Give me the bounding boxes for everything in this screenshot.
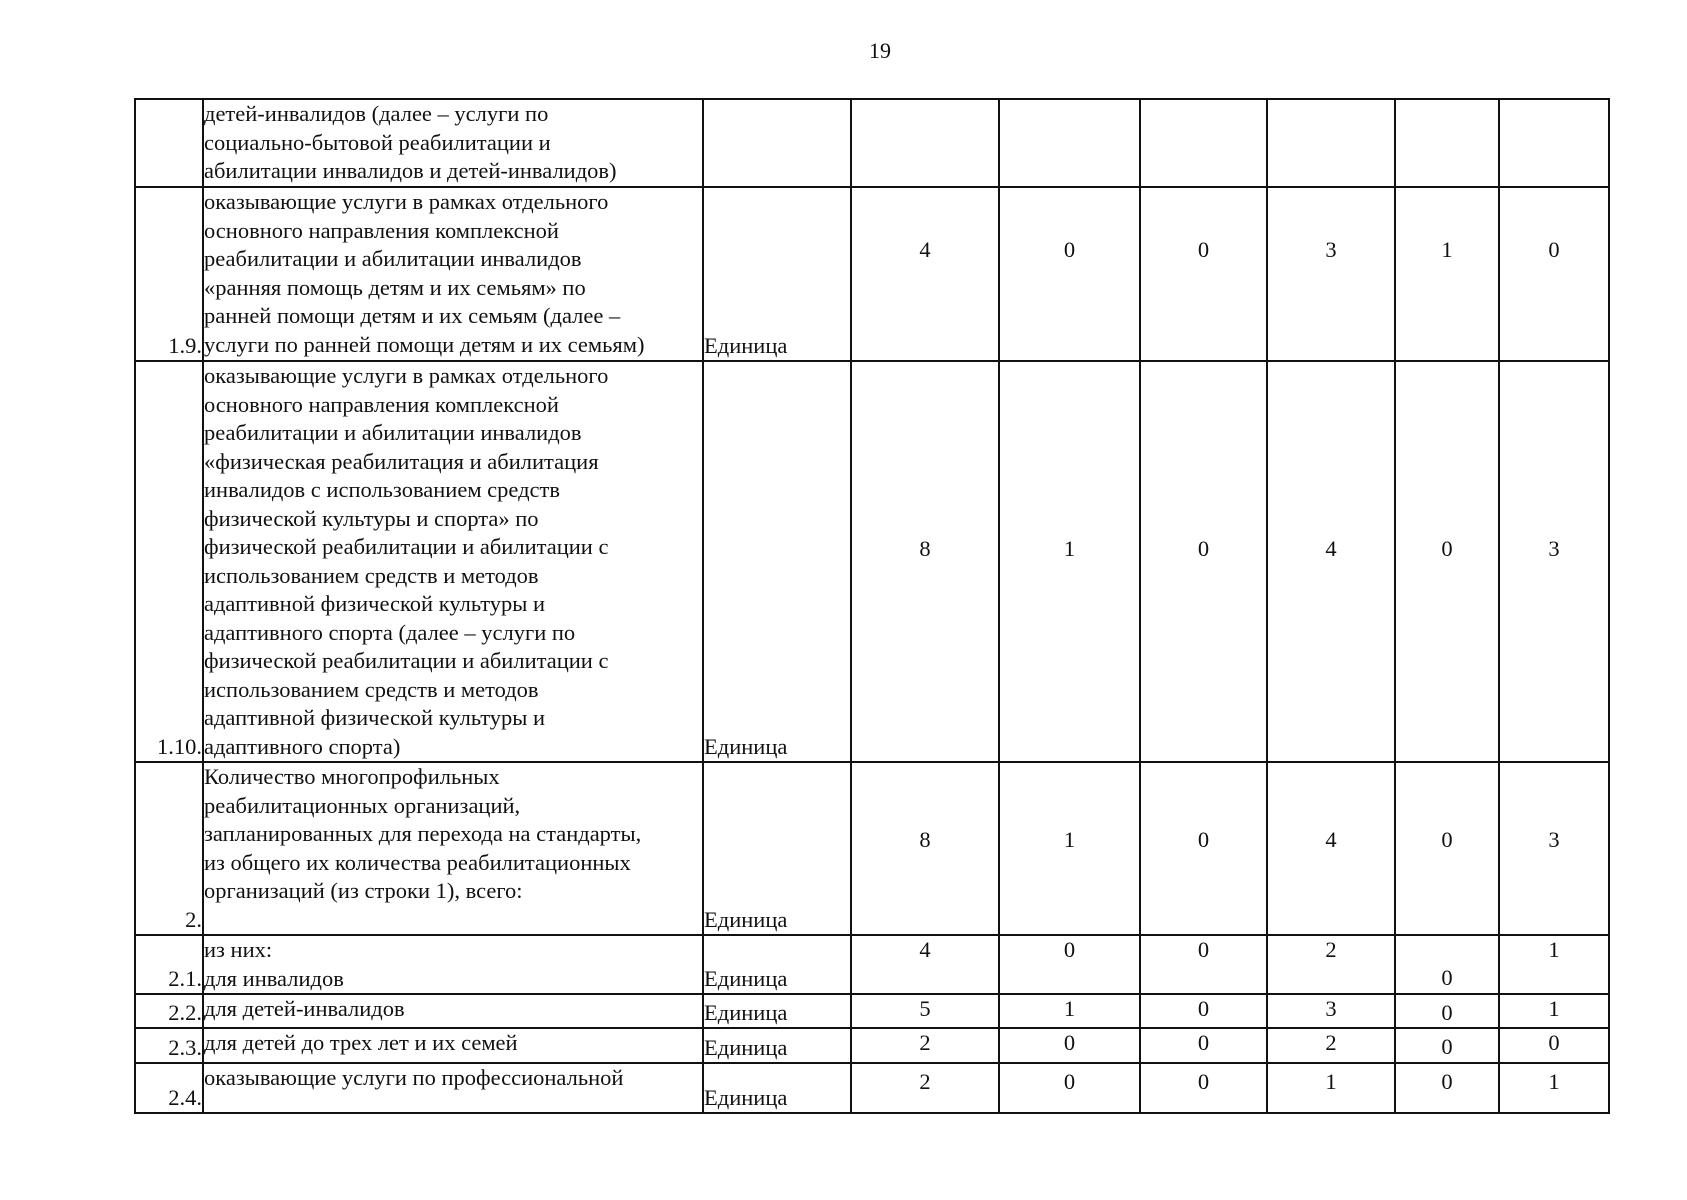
- row-description: [203, 99, 703, 187]
- data-table: [134, 98, 1610, 1114]
- value-cell: [1395, 1063, 1499, 1113]
- description-line: основного направления комплексной: [204, 217, 559, 243]
- row-unit: [703, 99, 851, 187]
- value-cell: [851, 994, 999, 1028]
- value-cell: [851, 935, 999, 994]
- cell-value: 4: [919, 236, 931, 262]
- row-unit: Единица: [703, 361, 851, 762]
- cell-value: 1: [1063, 995, 1076, 1021]
- row-unit: Единица: [703, 762, 851, 935]
- description-line: инвалидов с использованием средств: [204, 477, 561, 502]
- value-cell: [1267, 361, 1395, 762]
- value-cell: [1395, 994, 1499, 1028]
- cell-value: 0: [1197, 827, 1210, 853]
- value-cell: [999, 1063, 1140, 1113]
- description-line: адаптивной физической культуры и: [204, 591, 546, 616]
- cell-value: 5: [919, 995, 931, 1021]
- value-cell: [1140, 935, 1267, 994]
- row-description: [203, 994, 703, 1028]
- cell-value: 0: [1197, 236, 1210, 262]
- value-cell: [1140, 361, 1267, 762]
- description-line: физической реабилитации и абилитации с: [204, 648, 609, 673]
- description-line: адаптивного спорта): [204, 733, 401, 759]
- row-description: [203, 1028, 703, 1063]
- description-line: использованием средств и методов: [204, 562, 539, 588]
- description-line: услуги по ранней помощи детям и их семьям): [204, 331, 645, 357]
- row-number: 2.2.: [135, 994, 203, 1028]
- description-line: оказывающие услуги в рамках отдельного: [204, 189, 609, 214]
- row-unit: Единица: [703, 935, 851, 994]
- description-line: для инвалидов: [204, 965, 344, 991]
- value-cell: [851, 187, 999, 361]
- value-cell: [1395, 762, 1499, 935]
- cell-value: 3: [1548, 827, 1560, 853]
- cell-value: 0: [1063, 937, 1076, 963]
- cell-value: 1: [1548, 995, 1560, 1021]
- description-line: «физическая реабилитация и абилитация: [204, 448, 599, 474]
- description-line: из них:: [204, 937, 273, 962]
- value-cell: [1267, 1028, 1395, 1063]
- description-line: реабилитации и абилитации инвалидов: [204, 420, 582, 445]
- row-description: [203, 187, 703, 361]
- description-line: организаций (из строки 1), всего:: [204, 878, 523, 903]
- row-unit: Единица: [703, 187, 851, 361]
- value-cell: [1140, 994, 1267, 1028]
- table-row: [135, 1028, 1609, 1063]
- description-line: для детей до трех лет и их семей: [204, 1030, 518, 1055]
- value-cell: [1140, 762, 1267, 935]
- cell-value: 2: [1325, 1030, 1337, 1056]
- cell-value: 0: [1197, 1068, 1210, 1094]
- cell-value: 2: [919, 1030, 931, 1056]
- value-cell: [851, 1063, 999, 1113]
- row-description: [203, 762, 703, 935]
- value-cell: [999, 99, 1140, 187]
- description-line: запланированных для перехода на стандарты,: [204, 821, 642, 846]
- cell-value: 0: [1548, 236, 1560, 262]
- description-line: из общего их количества реабилитационных: [204, 849, 631, 875]
- description-line: абилитации инвалидов и детей-инвалидов): [204, 158, 617, 183]
- cell-value: 0: [1063, 1068, 1076, 1094]
- description-line: адаптивного спорта (далее – услуги по: [204, 619, 576, 645]
- table-row: [135, 935, 1609, 994]
- value-cell: [1140, 187, 1267, 361]
- row-description: [203, 1063, 703, 1113]
- row-description: [203, 935, 703, 994]
- description-line: физической реабилитации и абилитации с: [204, 534, 609, 559]
- table-row: [135, 762, 1609, 935]
- cell-value: 0: [1063, 236, 1076, 262]
- cell-value: 8: [919, 536, 931, 562]
- value-cell: [1395, 99, 1499, 187]
- cell-value: 1: [1548, 937, 1560, 963]
- description-line: детей-инвалидов (далее – услуги по: [204, 101, 549, 126]
- value-cell: [1267, 1063, 1395, 1113]
- row-number: 2.3.: [135, 1028, 203, 1063]
- value-cell: [1499, 762, 1609, 935]
- row-unit: Единица: [703, 1028, 851, 1063]
- row-number: [135, 99, 203, 187]
- page-number: 19: [869, 38, 891, 63]
- cell-value: 3: [1325, 995, 1337, 1021]
- value-cell: [1395, 187, 1499, 361]
- row-unit: Единица: [703, 994, 851, 1028]
- cell-value: 1: [1548, 1068, 1560, 1094]
- row-number: 2.: [135, 762, 203, 935]
- value-cell: [1395, 1028, 1499, 1063]
- cell-value: 0: [1197, 536, 1210, 562]
- description-line: для детей-инвалидов: [204, 996, 405, 1021]
- cell-value: 0: [1441, 999, 1453, 1025]
- description-line: основного направления комплексной: [204, 391, 559, 417]
- description-line: реабилитационных организаций,: [204, 792, 521, 818]
- description-line: «ранняя помощь детям и их семьям» по: [204, 274, 586, 300]
- cell-value: 0: [1197, 1030, 1210, 1056]
- cell-value: 0: [1441, 965, 1453, 991]
- value-cell: [1499, 187, 1609, 361]
- description-line: Количество многопрофильных: [204, 764, 500, 789]
- value-cell: [999, 1028, 1140, 1063]
- cell-value: 0: [1197, 995, 1210, 1021]
- value-cell: [999, 762, 1140, 935]
- value-cell: [851, 361, 999, 762]
- cell-value: 2: [919, 1068, 931, 1094]
- row-unit: Единица: [703, 1063, 851, 1113]
- value-cell: [999, 994, 1140, 1028]
- value-cell: [851, 99, 999, 187]
- value-cell: [1395, 935, 1499, 994]
- description-line: реабилитации и абилитации инвалидов: [204, 246, 582, 271]
- cell-value: 1: [1063, 536, 1076, 562]
- cell-value: 1: [1441, 236, 1453, 262]
- value-cell: [1267, 762, 1395, 935]
- description-line: ранней помощи детям и их семьям (далее –: [204, 303, 621, 328]
- cell-value: 4: [1325, 536, 1337, 562]
- value-cell: [1267, 935, 1395, 994]
- cell-value: 0: [1441, 827, 1453, 853]
- cell-value: 0: [1063, 1030, 1076, 1056]
- table-row: [135, 994, 1609, 1028]
- value-cell: [1140, 1063, 1267, 1113]
- value-cell: [1499, 1063, 1609, 1113]
- value-cell: [1499, 361, 1609, 762]
- table-row: [135, 1063, 1609, 1113]
- description-line: адаптивной физической культуры и: [204, 705, 546, 730]
- cell-value: 8: [919, 827, 931, 853]
- description-line: использованием средств и методов: [204, 676, 539, 702]
- value-cell: [1499, 994, 1609, 1028]
- cell-value: 0: [1441, 536, 1453, 562]
- table-row: [135, 361, 1609, 762]
- cell-value: 1: [1063, 827, 1076, 853]
- value-cell: [1140, 1028, 1267, 1063]
- value-cell: [1267, 187, 1395, 361]
- row-number: 1.10.: [135, 361, 203, 762]
- cell-value: 3: [1548, 536, 1560, 562]
- cell-value: 4: [1325, 827, 1337, 853]
- value-cell: [851, 762, 999, 935]
- description-line: физической культуры и спорта» по: [204, 505, 539, 531]
- cell-value: 0: [1441, 1068, 1453, 1094]
- description-line: социально-бытовой реабилитации и: [204, 129, 551, 155]
- cell-value: 3: [1325, 236, 1337, 262]
- value-cell: [1499, 935, 1609, 994]
- row-number: 2.4.: [135, 1063, 203, 1113]
- cell-value: 1: [1325, 1068, 1337, 1094]
- value-cell: [999, 187, 1140, 361]
- value-cell: [1499, 1028, 1609, 1063]
- cell-value: 0: [1548, 1030, 1560, 1056]
- cell-value: 0: [1441, 1034, 1453, 1060]
- value-cell: [999, 935, 1140, 994]
- table-row: [135, 187, 1609, 361]
- value-cell: [1499, 99, 1609, 187]
- cell-value: 2: [1325, 937, 1337, 963]
- value-cell: [1267, 994, 1395, 1028]
- cell-value: 0: [1197, 937, 1210, 963]
- value-cell: [1395, 361, 1499, 762]
- row-number: 1.9.: [135, 187, 203, 361]
- description-line: оказывающие услуги по профессиональной: [204, 1065, 624, 1090]
- value-cell: [999, 361, 1140, 762]
- description-line: оказывающие услуги в рамках отдельного: [204, 363, 609, 388]
- value-cell: [851, 1028, 999, 1063]
- value-cell: [1140, 99, 1267, 187]
- row-number: 2.1.: [135, 935, 203, 994]
- row-description: [203, 361, 703, 762]
- table-row: [135, 99, 1609, 187]
- value-cell: [1267, 99, 1395, 187]
- cell-value: 4: [919, 937, 931, 963]
